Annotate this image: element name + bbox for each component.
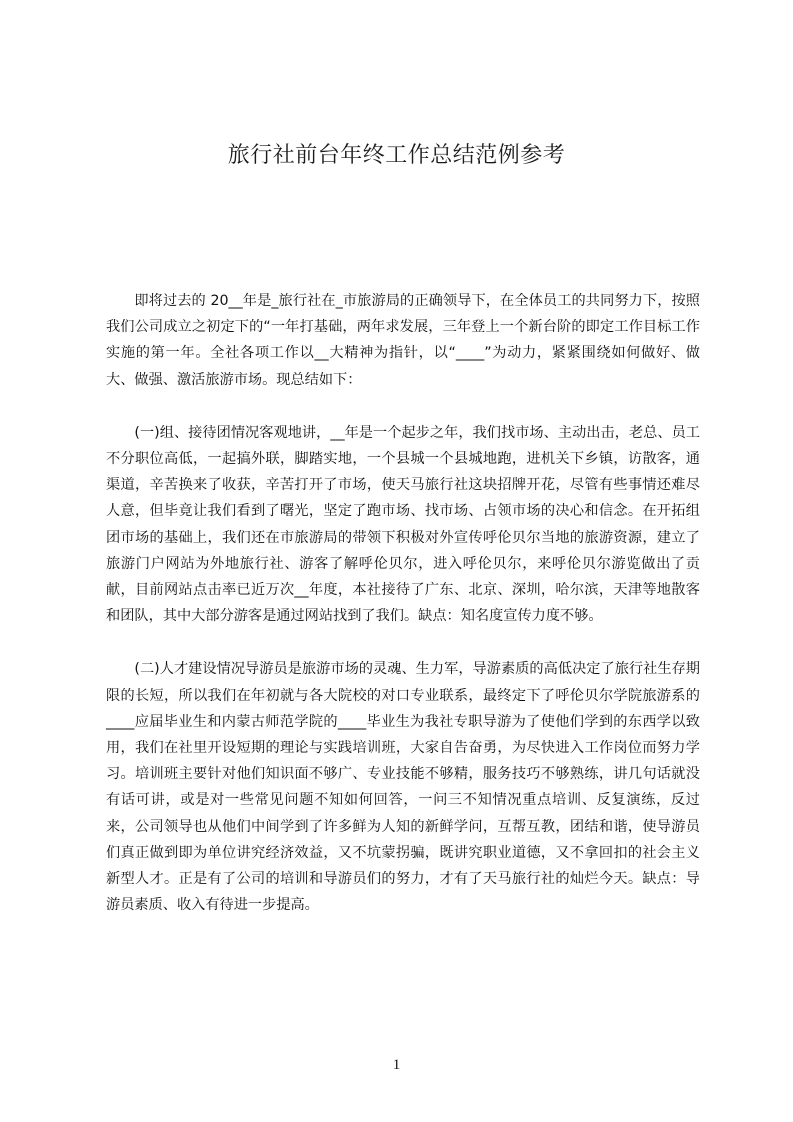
document-body <box>106 288 700 918</box>
document-title: 旅行社前台年终工作总结范例参考 <box>227 143 566 168</box>
page-number: 1 <box>392 1057 401 1073</box>
intro-paragraph: 即将过去的 20__年是_旅行社在_市旅游局的正确领导下，在全体员工的共同努力下，按照我们公司成立之初定下的“一年打基础，两年求发展，三年登上一个新台阶的即定工作目标工作实施的第一年。全社各项工作以__大精神为指针，以“____”为动力，紧紧围绕如何做好、做大、做强、激活旅游市场。现总结如下： <box>106 293 700 388</box>
section-one-paragraph: (一)组、接待团情况客观地讲，__年是一个起步之年，我们找市场、主动出击，老总、员工不分职位高低，一起搞外联，脚踏实地，一个县城一个县城地跑，进机关下乡镇，访散客，通渠道，辛苦换来了收获，辛苦打开了市场，使天马旅行社这块招牌开花，尽管有些事情还难尽人意，但毕竟让我们看到了曙光，坚定了跑市场、找市场、占领市场的决心和信念。在开拓组团市场的基础上，我们还在市旅游局的带领下积极对外宣传呼伦贝尔当地的旅游资源，建立了旅游门户网站为外地旅行社、游客了解呼伦贝尔，进入呼伦贝尔，来呼伦贝尔游览做出了贡献，目前网站点击率已近万次__年度，本社接待了广东、北京、深圳，哈尔滨，天津等地散客和团队，其中大部分游客是通过网站找到了我们。缺点：知名度宣传力度不够。 <box>106 424 700 625</box>
section-two-paragraph: (二)人才建设情况导游员是旅游市场的灵魂、生力军，导游素质的高低决定了旅行社生存期限的长短，所以我们在年初就与各大院校的对口专业联系，最终定下了呼伦贝尔学院旅游系的____应届毕业生和内蒙古师范学院的____毕业生为我社专职导游为了使他们学到的东西学以致用，我们在社里开设短期的理论与实践培训班，大家自告奋勇，为尽快进入工作岗位而努力学习。培训班主要针对他们知识面不够广、专业技能不够精，服务技巧不够熟练，讲几句话就没有话可讲，或是对一些常见问题不知如何回答，一问三不知情况重点培训、反复演练，反过来，公司领导也从他们中间学到了许多鲜为人知的新鲜学问，互帮互教，团结和谐，使导游员们真正做到即为单位讲究经济效益，又不坑蒙拐骗，既讲究职业道德，又不拿回扣的社会主义新型人才。正是有了公司的培训和导游员们的努力，才有了天马旅行社的灿烂今天。缺点：导游员素质、收入有待进一步提高。 <box>106 661 700 914</box>
